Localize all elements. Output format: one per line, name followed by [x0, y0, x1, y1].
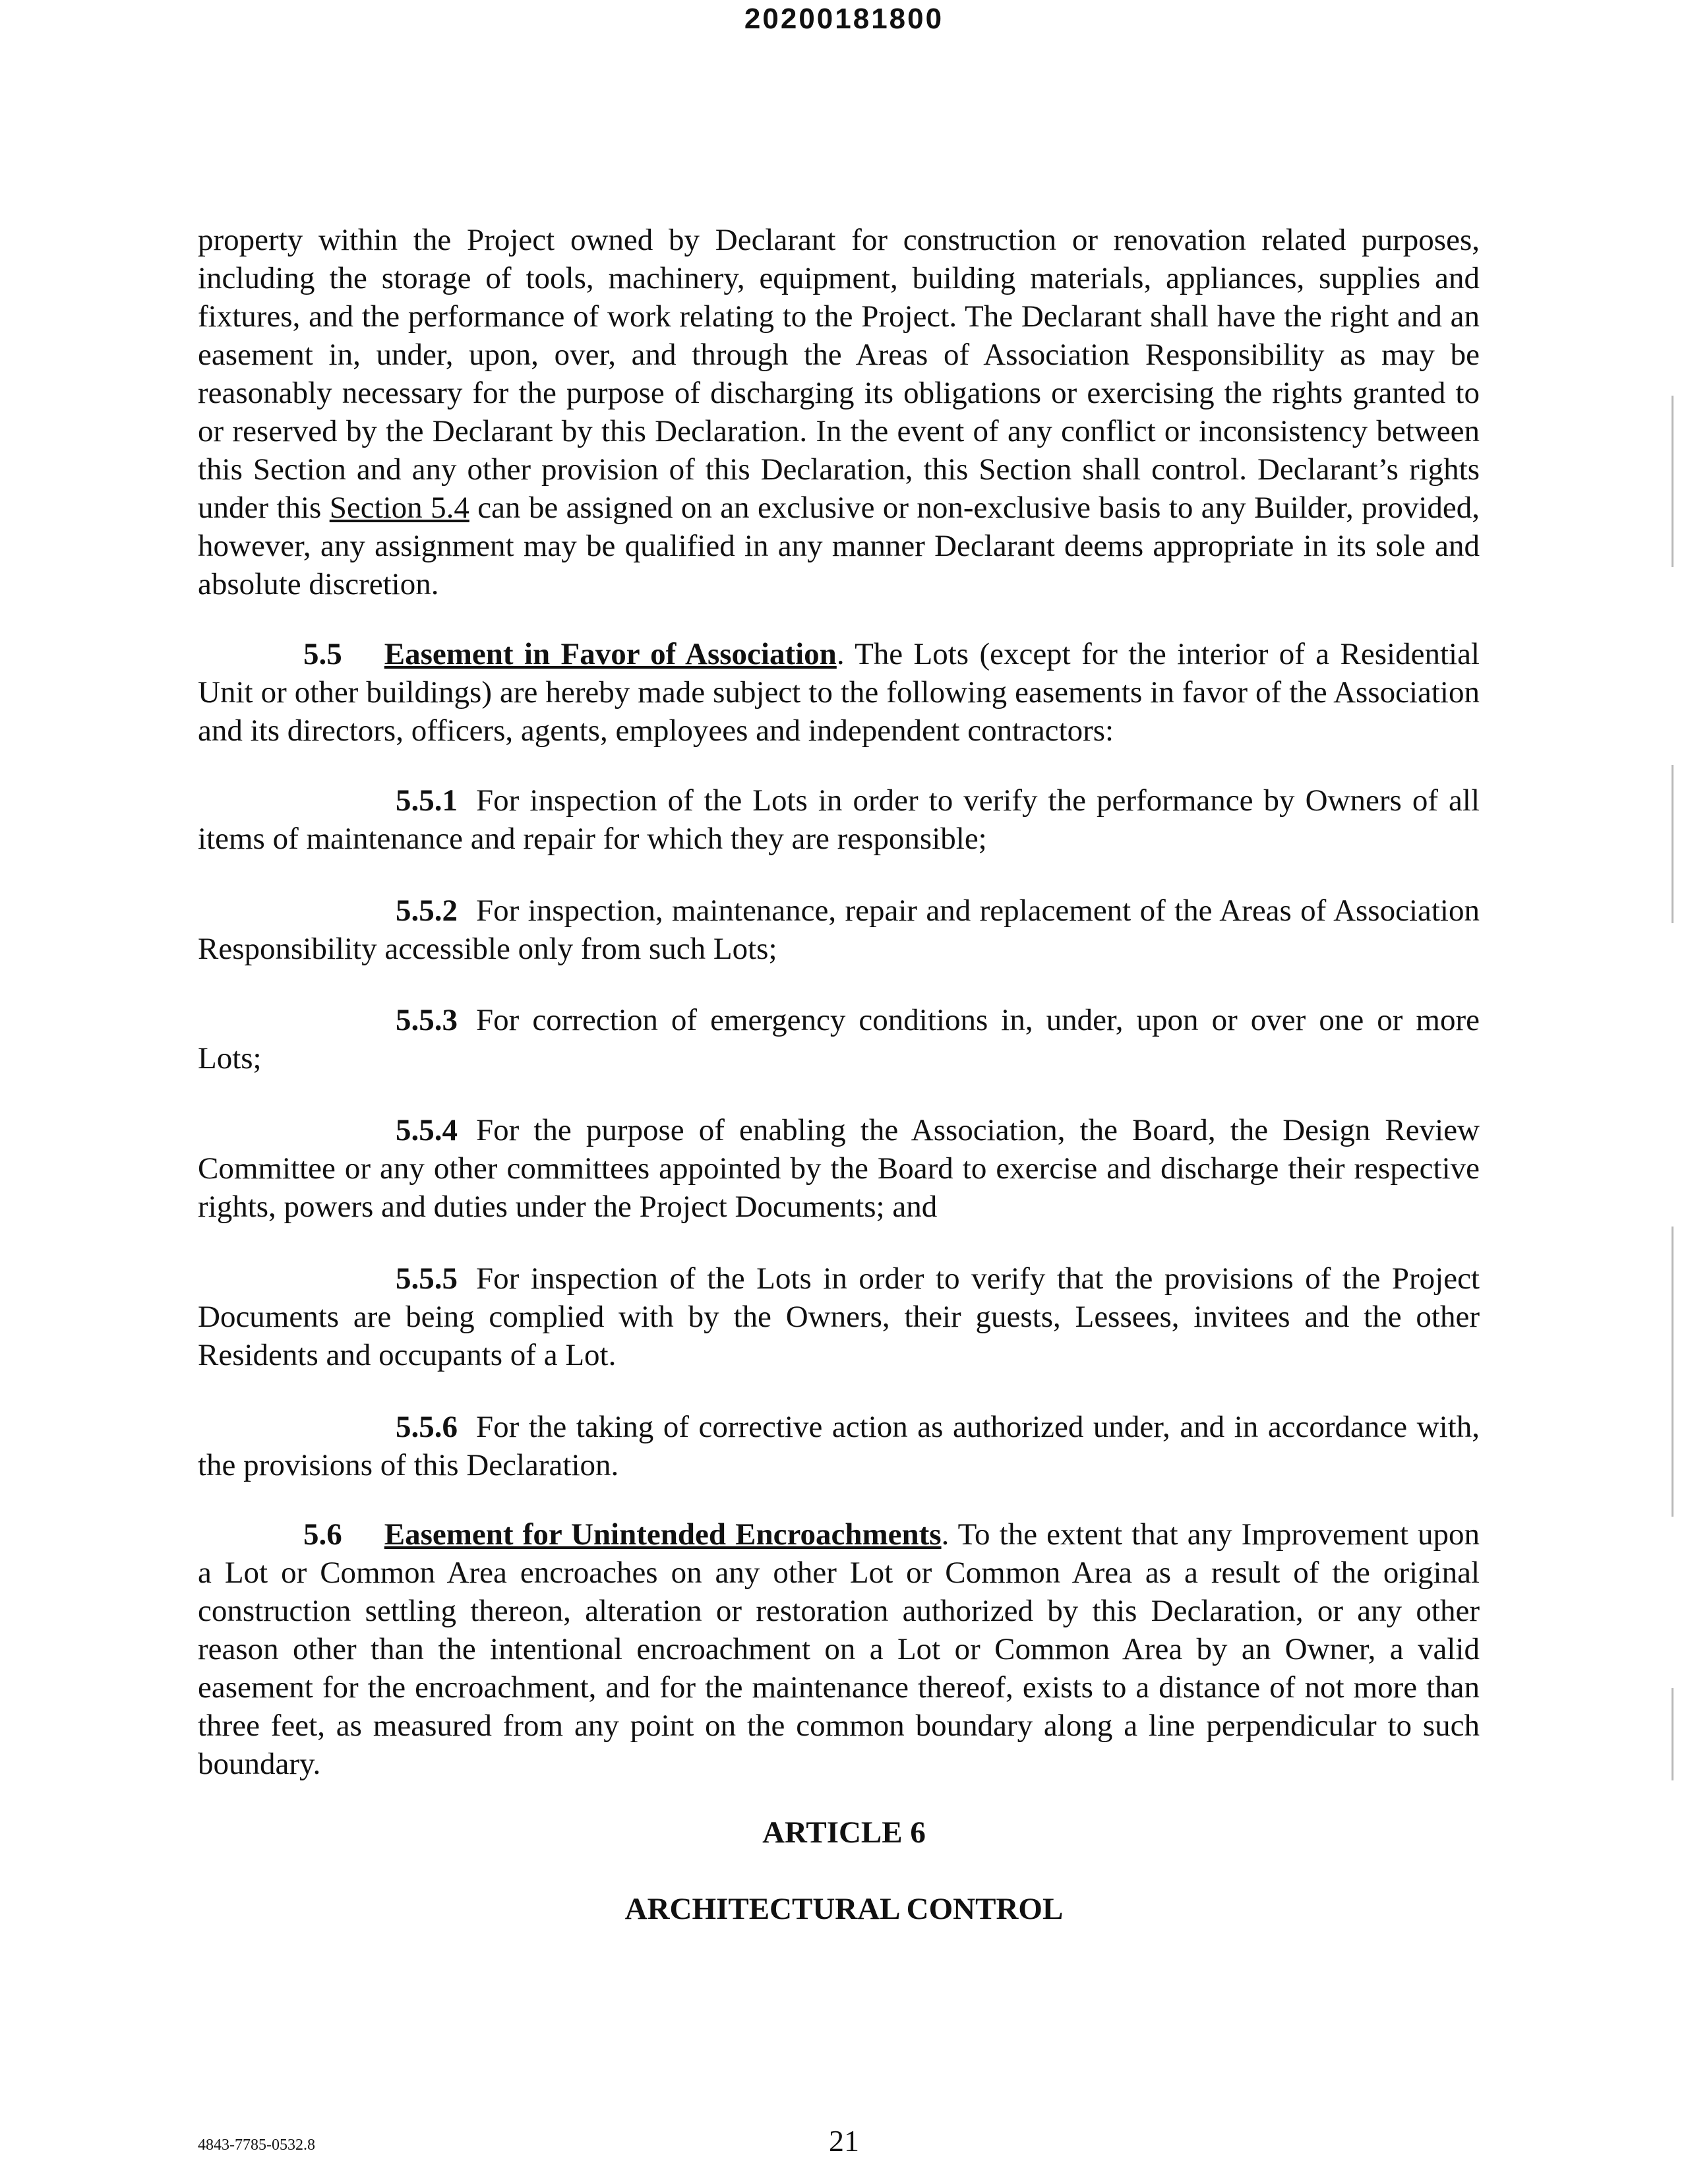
- subsection-number: 5.5.5: [396, 1261, 458, 1296]
- subsection-number: 5.5.2: [396, 894, 458, 928]
- paragraph-continuation-tail: can be assigned on an exclusive or non-exclusive basis to any Builder, provided, however, any assignment may be qualified in any manner Declarant deems appropriate in its sole and absolute discretion.: [198, 491, 1480, 601]
- subsection-5-5-6: [198, 1408, 1480, 1484]
- section-text: . The Lots (except for the interior of a Residential Unit or other buildings) are hereby made subject to the following easements in favor of the Association and its directors, officers, agents, employees and independent contractors:: [198, 637, 1480, 748]
- subsection-text: For the purpose of enabling the Association, the Board, the Design Review Committee or any other committees appointed by the Board to exercise and discharge their respective rights, powers and duties under the Project Documents; and: [198, 1113, 1480, 1224]
- scan-artifact: [1672, 765, 1673, 923]
- section-number: 5.5: [303, 637, 342, 671]
- section-title: Easement for Unintended Encroachments: [384, 1517, 942, 1552]
- section-5-6: [198, 1515, 1480, 1783]
- article-number: ARTICLE 6: [762, 1815, 926, 1850]
- section-5-5: [198, 635, 1480, 750]
- subsection-text: For the taking of corrective action as authorized under, and in accordance with, the provisions of this Declaration.: [198, 1410, 1480, 1482]
- document-id: 4843-7785-0532.8: [198, 2137, 315, 2154]
- subsection-5-5-5: [198, 1259, 1480, 1374]
- subsection-5-5-1: [198, 781, 1480, 858]
- subsection-text: For inspection of the Lots in order to verify that the provisions of the Project Documents are being complied with by the Owners, their guests, Lessees, invitees and the other Residents and occupants of a Lot.: [198, 1261, 1480, 1372]
- subsection-5-5-2: [198, 892, 1480, 968]
- subsection-5-5-4: [198, 1111, 1480, 1226]
- subsection-5-5-3: [198, 1001, 1480, 1077]
- subsection-number: 5.5.6: [396, 1410, 458, 1444]
- subsection-number: 5.5.1: [396, 783, 458, 818]
- page-number: 21: [829, 2124, 859, 2158]
- subsection-text: For correction of emergency conditions in, under, upon or over one or more Lots;: [198, 1003, 1480, 1076]
- section-reference-5-4: Section 5.4: [329, 491, 469, 525]
- section-number: 5.6: [303, 1517, 342, 1552]
- recording-number: 20200181800: [744, 3, 944, 35]
- paragraph-continuation: [198, 221, 1480, 603]
- subsection-text: For inspection, maintenance, repair and replacement of the Areas of Association Responsibility accessible only from such Lots;: [198, 894, 1480, 966]
- subsection-number: 5.5.3: [396, 1003, 458, 1037]
- subsection-text: For inspection of the Lots in order to verify the performance by Owners of all items of maintenance and repair for which they are responsible;: [198, 783, 1480, 856]
- subsection-number: 5.5.4: [396, 1113, 458, 1147]
- paragraph-continuation-text: property within the Project owned by Declarant for construction or renovation related purposes, including the storage of tools, machinery, equipment, building materials, appliances, supplies and fixtures, and the performance of work relating to the Project. The Declarant shall have the right and an easement in, under, upon, over, and through the Areas of Association Responsibility as may be reasonably necessary for the purpose of discharging its obligations or exercising the rights granted to or reserved by the Declarant by this Declaration. In the event of any conflict or inconsistency between this Section and any other provision of this Declaration, this Section shall control. Declarant’s rights under this: [198, 223, 1480, 525]
- scan-artifact: [1672, 1227, 1673, 1517]
- section-title: Easement in Favor of Association: [384, 637, 837, 671]
- scan-artifact: [1672, 1688, 1673, 1780]
- scan-artifact: [1672, 396, 1673, 567]
- section-text: . To the extent that any Improvement upon a Lot or Common Area encroaches on any other Lot or Common Area as a result of the original construction settling thereon, alteration or restoration authorized by this Declaration, or any other reason other than the intentional encroachment on a Lot or Common Area by an Owner, a valid easement for the encroachment, and for the maintenance thereof, exists to a distance of not more than three feet, as measured from any point on the common boundary along a line perpendicular to such boundary.: [198, 1517, 1480, 1781]
- article-title: ARCHITECTURAL CONTROL: [624, 1892, 1064, 1926]
